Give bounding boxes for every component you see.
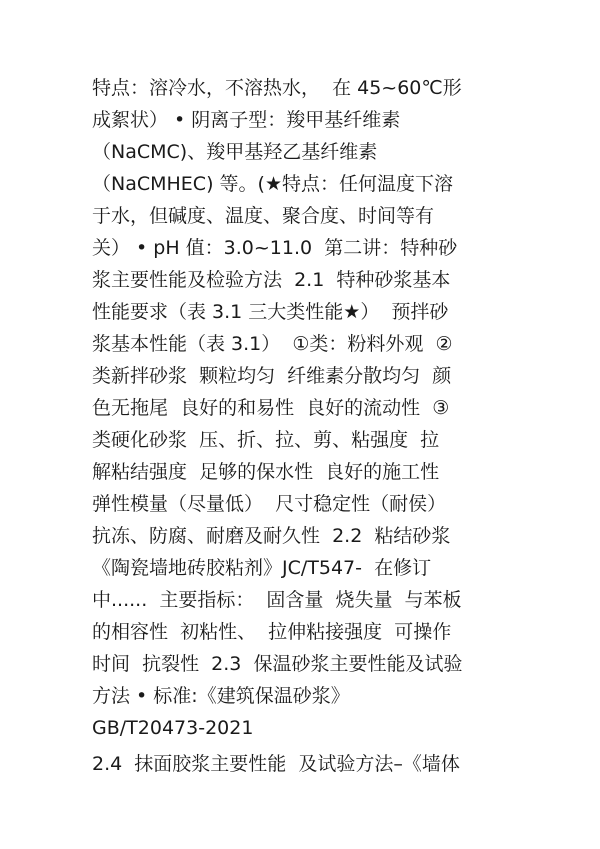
text-line: 的相容性 初粘性、 拉伸粘接强度 可操作 bbox=[92, 621, 452, 643]
text-line: 于水，但碱度、温度、聚合度、时间等有 bbox=[92, 205, 435, 227]
text-line: 中...... 主要指标： 固含量 烧失量 与苯板 bbox=[92, 589, 462, 611]
text-line: 抗冻、防腐、耐磨及耐久性 2.2 粘结砂浆 bbox=[92, 525, 451, 547]
text-line: 类新拌砂浆 颗粒均匀 纤维素分散均匀 颜 bbox=[92, 365, 452, 387]
text-line: 《陶瓷墙地砖胶粘剂》JC/T547- 在修订 bbox=[92, 557, 432, 579]
text-line: 时间 抗裂性 2.3 保温砂浆主要性能及试验 bbox=[92, 653, 463, 675]
text-line: 成絮状） • 阴离子型：羧甲基纤维素 bbox=[92, 109, 401, 131]
text-line: 方法 • 标准:《建筑保温砂浆》 bbox=[92, 685, 350, 707]
text-line: 弹性模量（尽量低） 尺寸稳定性（耐侯） bbox=[92, 493, 447, 515]
text-line: 解粘结强度 足够的保水性 良好的施工性 bbox=[92, 461, 440, 483]
text-line: （NaCMC)、羧甲基羟乙基纤维素 bbox=[92, 141, 378, 163]
text-line: 关） • pH 值：3.0~11.0 第二讲：特种砂 bbox=[92, 237, 458, 259]
text-line: 类硬化砂浆 压、折、拉、剪、粘强度 拉 bbox=[92, 429, 440, 451]
text-line: 性能要求（表 3.1 三大类性能★） 预拌砂 bbox=[92, 301, 449, 323]
text-line: 特点：溶冷水，不溶热水， 在 45~60℃形 bbox=[92, 77, 462, 99]
text-line: 浆主要性能及检验方法 2.1 特种砂浆基本 bbox=[92, 269, 451, 291]
text-line: 浆基本性能（表 3.1） ①类：粉料外观 ② bbox=[92, 333, 453, 355]
text-line: 2.4 抹面胶浆主要性能 及试验方法–《墙体 bbox=[92, 753, 460, 775]
text-line: （NaCMHEC) 等。(★特点：任何温度下溶 bbox=[92, 173, 453, 195]
text-line: GB/T20473-2021 bbox=[92, 717, 254, 739]
text-line: 色无拖尾 良好的和易性 良好的流动性 ③ bbox=[92, 397, 450, 419]
